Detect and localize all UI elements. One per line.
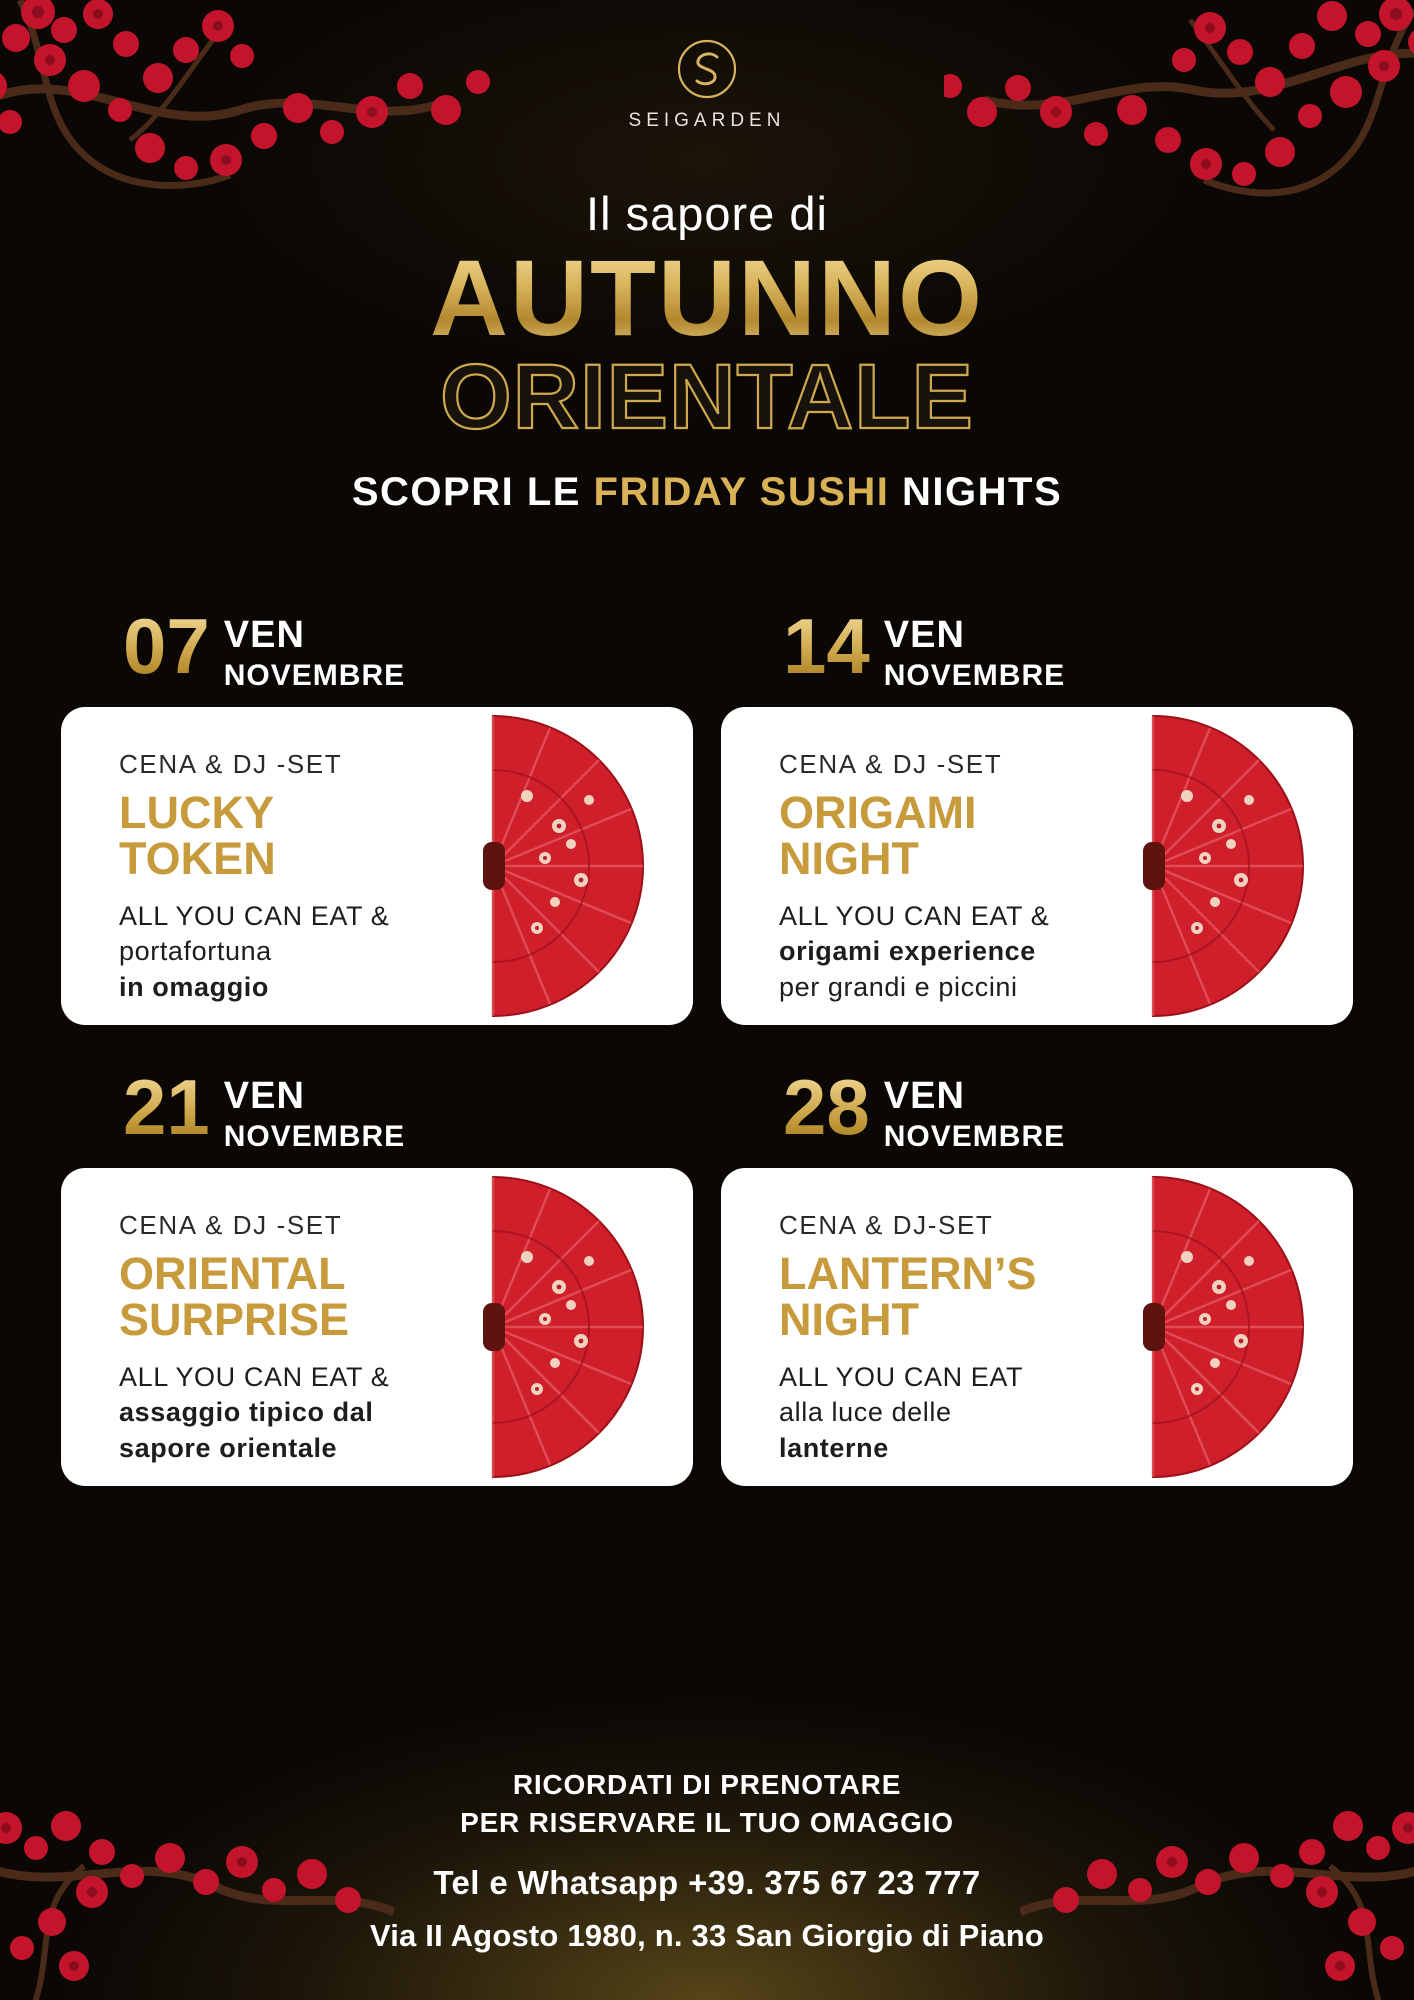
brand-logo	[0, 38, 1414, 132]
event-kicker: CENA & DJ -SET	[119, 1210, 343, 1240]
event-desc-line2: portafortuna	[119, 936, 272, 967]
event-title-line2: NIGHT	[779, 1294, 919, 1346]
event-day: 14	[783, 602, 870, 690]
event-desc-line1: ALL YOU CAN EAT &	[119, 1361, 390, 1392]
event-description	[779, 1360, 1141, 1467]
event-title-line2: SURPRISE	[119, 1294, 350, 1346]
tagline-part-nights: NIGHTS	[889, 469, 1063, 514]
headline-block	[0, 186, 1414, 515]
headline-subtitle: ORIENTALE	[440, 346, 974, 449]
event-title	[119, 1248, 481, 1346]
event-title-line2: NIGHT	[779, 833, 919, 885]
contact-address[interactable]: Via II Agosto 1980, n. 33 San Giorgio di Piano	[369, 1918, 1045, 1953]
event-month: NOVEMBRE	[223, 659, 406, 692]
event-desc-line1: ALL YOU CAN EAT	[779, 1361, 1024, 1392]
event-desc-line1: ALL YOU CAN EAT &	[779, 900, 1050, 931]
events-row-1	[0, 602, 1414, 1025]
seigarden-s-monogram-icon	[676, 38, 738, 100]
event-desc-line3: in omaggio	[119, 971, 269, 1002]
event-title-line1: LUCKY	[119, 787, 274, 838]
event-title-line1: ORIGAMI	[779, 787, 977, 838]
event-card-07-novembre[interactable]	[61, 602, 693, 1025]
event-card-body[interactable]	[721, 1168, 1353, 1486]
event-description	[119, 899, 481, 1006]
event-month: NOVEMBRE	[883, 659, 1066, 692]
event-description	[119, 1360, 481, 1467]
event-title-line1: LANTERN’S	[779, 1248, 1037, 1299]
event-description	[779, 899, 1141, 1006]
event-desc-line2: assaggio tipico dal	[119, 1397, 374, 1428]
event-card-body[interactable]	[61, 707, 693, 1025]
booking-reminder	[0, 1766, 1414, 1842]
tagline-part-1: SCOPRI LE	[351, 469, 594, 514]
events-row-2	[0, 1063, 1414, 1486]
event-title-line1: ORIENTAL	[119, 1248, 346, 1299]
event-card-body[interactable]	[721, 707, 1353, 1025]
event-card-body[interactable]	[61, 1168, 693, 1486]
event-desc-line3: sapore orientale	[119, 1432, 338, 1463]
event-title-line2: TOKEN	[119, 833, 276, 885]
event-date	[61, 602, 693, 693]
event-kicker: CENA & DJ -SET	[119, 749, 343, 779]
event-card-28-novembre[interactable]	[721, 1063, 1353, 1486]
event-title	[779, 787, 1141, 885]
event-dayofweek: VEN	[223, 614, 305, 656]
event-dayofweek: VEN	[883, 614, 965, 656]
booking-reminder-line1: RICORDATI DI PRENOTARE	[512, 1769, 902, 1801]
event-date	[721, 1063, 1353, 1154]
event-desc-line2: alla luce delle	[779, 1397, 952, 1428]
event-card-21-novembre[interactable]	[61, 1063, 693, 1486]
events-grid	[0, 602, 1414, 1486]
tagline-part-friday: FRIDAY	[593, 469, 760, 514]
event-month: NOVEMBRE	[223, 1120, 406, 1153]
event-desc-line3: lanterne	[779, 1432, 889, 1463]
event-kicker: CENA & DJ-SET	[779, 1210, 994, 1240]
event-day: 21	[123, 1063, 210, 1151]
event-title	[779, 1248, 1141, 1346]
event-day: 07	[123, 602, 210, 690]
page-title: AUTUNNO	[0, 243, 1414, 353]
headline-tagline	[0, 470, 1414, 515]
event-day: 28	[783, 1063, 870, 1151]
event-desc-line2: origami experience	[779, 936, 1036, 967]
event-desc-line1: ALL YOU CAN EAT &	[119, 900, 390, 931]
event-month: NOVEMBRE	[883, 1120, 1066, 1153]
brand-name: SEIGARDEN	[628, 110, 786, 131]
event-date	[721, 602, 1353, 693]
event-kicker: CENA & DJ -SET	[779, 749, 1003, 779]
tagline-part-sushi: SUSHI	[759, 469, 890, 514]
event-dayofweek: VEN	[223, 1075, 305, 1117]
event-desc-line3: per grandi e piccini	[779, 971, 1018, 1002]
booking-reminder-line2: PER RISERVARE IL TUO OMAGGIO	[460, 1807, 954, 1839]
event-dayofweek: VEN	[883, 1075, 965, 1117]
headline-pre-title: Il sapore di	[586, 187, 828, 240]
contact-phone[interactable]: Tel e Whatsapp +39. 375 67 23 777	[433, 1864, 981, 1901]
footer	[0, 1766, 1414, 1954]
event-date	[61, 1063, 693, 1154]
event-card-14-novembre[interactable]	[721, 602, 1353, 1025]
event-title	[119, 787, 481, 885]
